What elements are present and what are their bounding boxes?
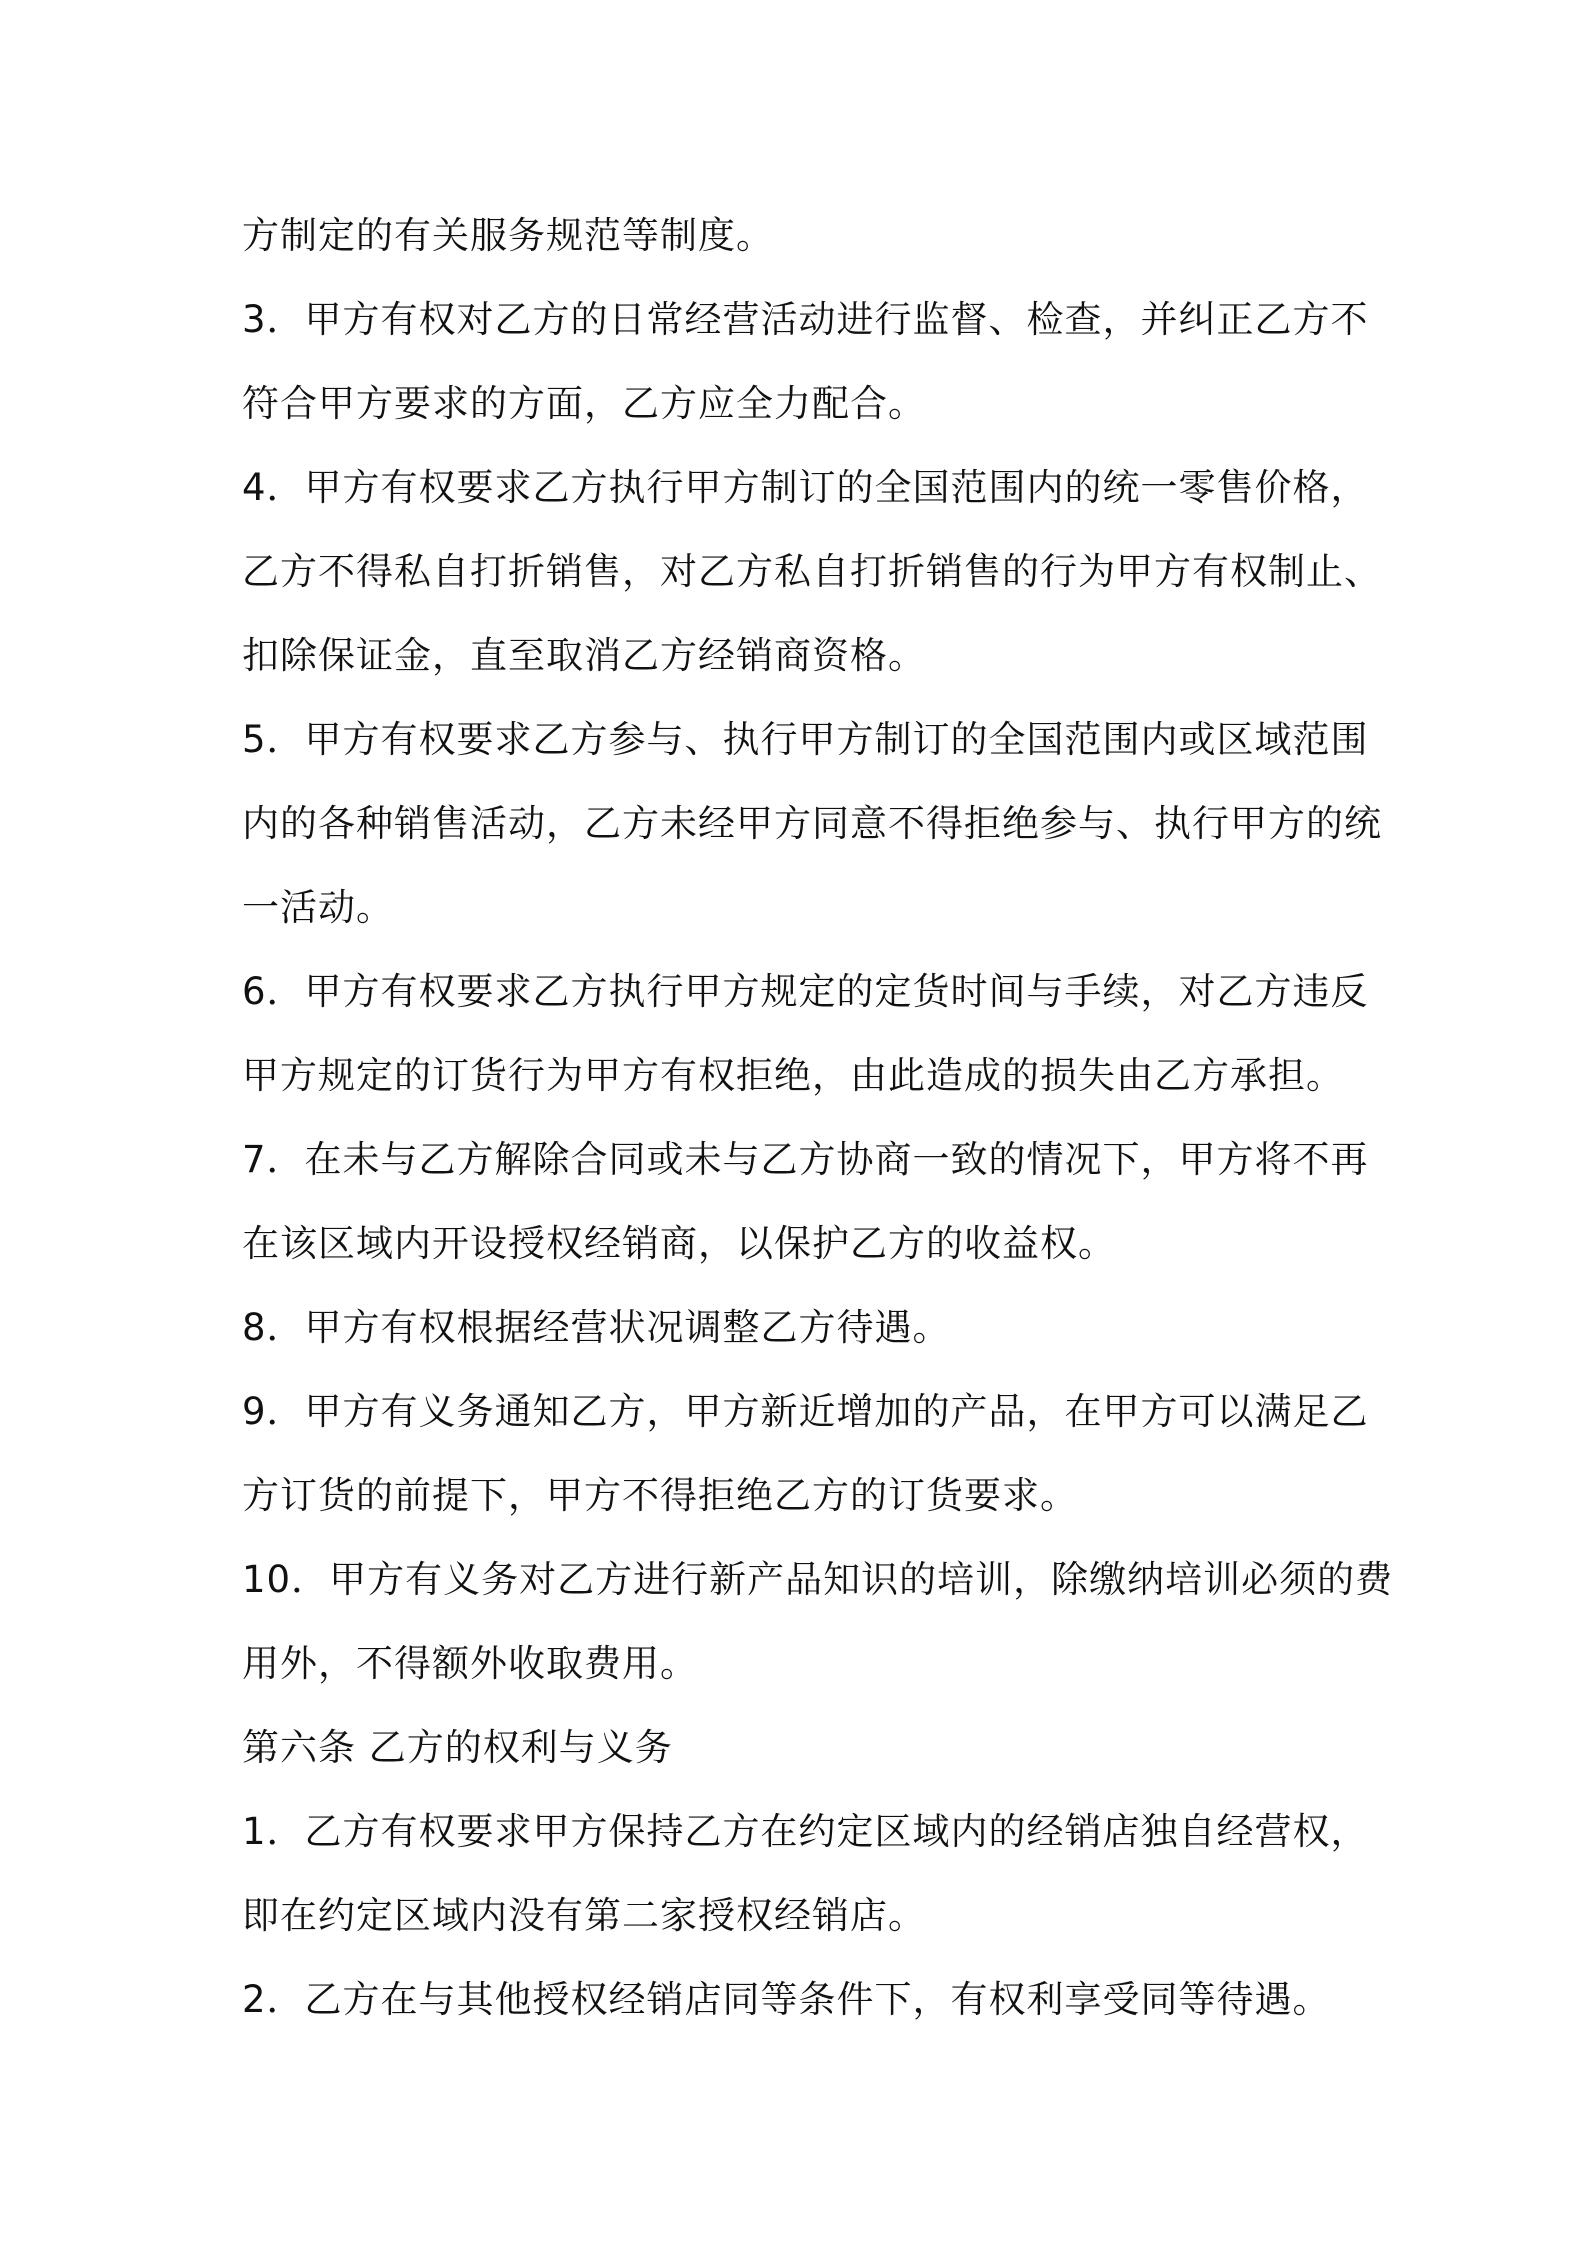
text-line: 4．甲方有权要求乙方执行甲方制订的全国范围内的统一零售价格， xyxy=(242,466,1369,509)
text-line: 3．甲方有权对乙方的日常经营活动进行监督、检查，并纠正乙方不 xyxy=(242,298,1369,341)
section-heading: 第六条 乙方的权利与义务 xyxy=(242,1726,673,1769)
text-line: 即在约定区域内没有第二家授权经销店。 xyxy=(242,1894,926,1937)
text-line: 符合甲方要求的方面，乙方应全力配合。 xyxy=(242,382,926,425)
text-line: 10．甲方有义务对乙方进行新产品知识的培训，除缴纳培训必须的费 xyxy=(242,1558,1394,1601)
text-line: 1．乙方有权要求甲方保持乙方在约定区域内的经销店独自经营权， xyxy=(242,1810,1369,1853)
text-line: 方制定的有关服务规范等制度。 xyxy=(242,214,774,257)
text-line: 甲方规定的订货行为甲方有权拒绝，由此造成的损失由乙方承担。 xyxy=(242,1054,1344,1097)
text-line: 在该区域内开设授权经销商，以保护乙方的收益权。 xyxy=(242,1222,1116,1265)
text-line: 5．甲方有权要求乙方参与、执行甲方制订的全国范围内或区域范围 xyxy=(242,718,1369,761)
document-body xyxy=(242,194,1394,2042)
text-line: 内的各种销售活动，乙方未经甲方同意不得拒绝参与、执行甲方的统 xyxy=(242,802,1382,845)
text-line: 8．甲方有权根据经营状况调整乙方待遇。 xyxy=(242,1306,951,1349)
text-line: 用外，不得额外收取费用。 xyxy=(242,1642,698,1685)
text-line: 6．甲方有权要求乙方执行甲方规定的定货时间与手续，对乙方违反 xyxy=(242,970,1369,1013)
text-line: 扣除保证金，直至取消乙方经销商资格。 xyxy=(242,634,926,677)
text-line: 方订货的前提下，甲方不得拒绝乙方的订货要求。 xyxy=(242,1474,1078,1517)
text-line: 一活动。 xyxy=(242,886,394,929)
text-line: 乙方不得私自打折销售，对乙方私自打折销售的行为甲方有权制止、 xyxy=(242,550,1382,593)
text-line: 9．甲方有义务通知乙方，甲方新近增加的产品，在甲方可以满足乙 xyxy=(242,1390,1369,1433)
text-line: 2．乙方在与其他授权经销店同等条件下，有权利享受同等待遇。 xyxy=(242,1978,1331,2021)
text-line: 7．在未与乙方解除合同或未与乙方协商一致的情况下，甲方将不再 xyxy=(242,1138,1369,1181)
